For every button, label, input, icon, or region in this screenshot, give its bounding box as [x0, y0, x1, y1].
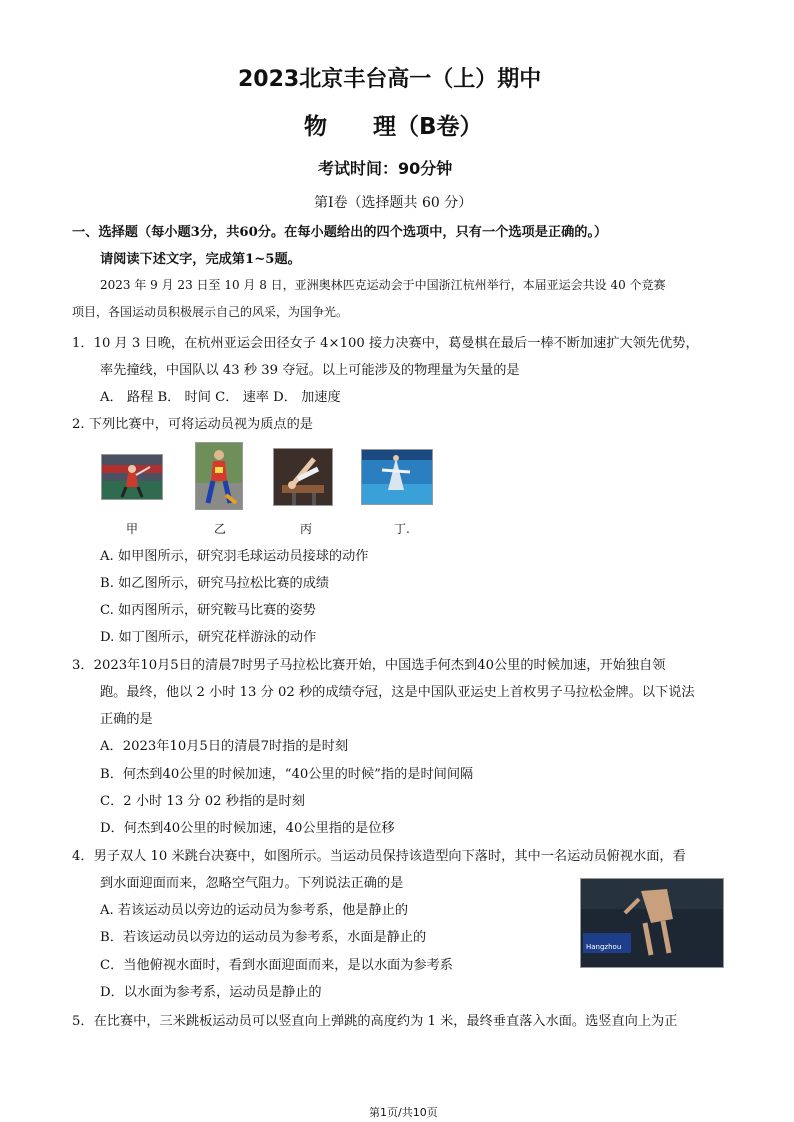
q4-option-c: C．当他俯视水面时，看到水面迎面而来，是以水面为参考系	[100, 958, 453, 973]
q3-stem-line-3: 正确的是	[100, 712, 153, 727]
q3-option-c: C．2 小时 13 分 02 秒指的是时刻	[100, 794, 305, 809]
pommel-horse-photo	[273, 448, 333, 506]
exam-time: 考试时间：90分钟	[318, 159, 453, 178]
q5-stem-line-1: 5．在比赛中，三米跳板运动员可以竖直向上弹跳的高度约为 1 米，最终垂直落入水面。选竖直向上为正	[72, 1014, 678, 1029]
q4-option-d: D．以水面为参考系，运动员是静止的	[100, 985, 322, 1000]
passage-line-2: 项目，各国运动员积极展示自己的风采，为国争光。	[72, 305, 349, 319]
q2-option-b: B. 如乙图所示，研究马拉松比赛的成绩	[100, 576, 330, 591]
q3-option-a: A．2023年10月5日的清晨7时指的是时刻	[100, 739, 349, 754]
document-title: 2023北京丰台高一（上）期中	[238, 67, 542, 92]
q2-option-c: C. 如丙图所示，研究鞍马比赛的姿势	[100, 603, 316, 618]
page-number: 第1页/共10页	[369, 1106, 438, 1119]
caption-yi: 乙	[214, 522, 227, 536]
q4-stem-line-1: 4．男子双人 10 米跳台决赛中，如图所示。当运动员保持该造型向下落时，其中一名运动员俯视水面，看	[72, 849, 686, 864]
artistic-swimming-photo	[361, 449, 433, 505]
q3-stem-line-2: 跑。最终，他以 2 小时 13 分 02 秒的成绩夺冠，这是中国队亚运史上首枚男子马拉松金牌。以下说法	[100, 685, 695, 700]
caption-ding: 丁.	[394, 522, 410, 536]
diving-photo-logo-text: Hangzhou	[586, 943, 622, 951]
q2-option-a: A. 如甲图所示，研究羽毛球运动员接球的动作	[100, 549, 369, 564]
diving-photo	[580, 878, 724, 968]
part-title: 第Ⅰ卷（选择题共 60 分）	[314, 195, 473, 211]
q4-option-b: B．若该运动员以旁边的运动员为参考系，水面是静止的	[100, 930, 427, 945]
q2-stem: 2. 下列比赛中，可将运动员视为质点的是	[72, 417, 313, 432]
q3-stem-line-1: 3．2023年10月5日的清晨7时男子马拉松比赛开始，中国选手何杰到40公里的时候加速，开始独自领	[72, 658, 666, 673]
q2-option-d: D. 如丁图所示，研究花样游泳的动作	[100, 630, 317, 645]
section-heading: 一、选择题（每小题3分，共60分。在每小题给出的四个选项中，只有一个选项是正确的。）	[72, 225, 608, 240]
passage-line-1: 2023 年 9 月 23 日至 10 月 8 日，亚洲奥林匹克运动会于中国浙江杭州举行，本届亚运会共设 40 个竞赛	[100, 278, 666, 292]
section-instruction: 请阅读下述文字，完成第1~5题。	[100, 252, 301, 267]
q1-stem-line-2: 率先撞线，中国队以 43 秒 39 夺冠。以上可能涉及的物理量为矢量的是	[100, 363, 520, 378]
marathon-photo	[195, 442, 243, 510]
q4-option-a: A. 若该运动员以旁边的运动员为参考系，他是静止的	[100, 903, 409, 918]
q4-stem-line-2: 到水面迎面而来，忽略空气阻力。下列说法正确的是	[100, 876, 404, 891]
q1-stem-line-1: 1．10 月 3 日晚，在杭州亚运会田径女子 4×100 接力决赛中，葛曼棋在最后一棒不断加速扩大领先优势，	[72, 336, 699, 351]
q3-option-d: D．何杰到40公里的时候加速，40公里指的是位移	[100, 821, 395, 836]
badminton-photo	[101, 454, 163, 500]
caption-bing: 丙	[300, 522, 313, 536]
q3-option-b: B．何杰到40公里的时候加速，“40公里的时候”指的是时间间隔	[100, 767, 474, 782]
caption-jia: 甲	[126, 522, 139, 536]
subject-title: 物 理（B卷）	[304, 114, 483, 140]
q1-options: A． 路程 B． 时间 C． 速率 D． 加速度	[100, 390, 341, 405]
